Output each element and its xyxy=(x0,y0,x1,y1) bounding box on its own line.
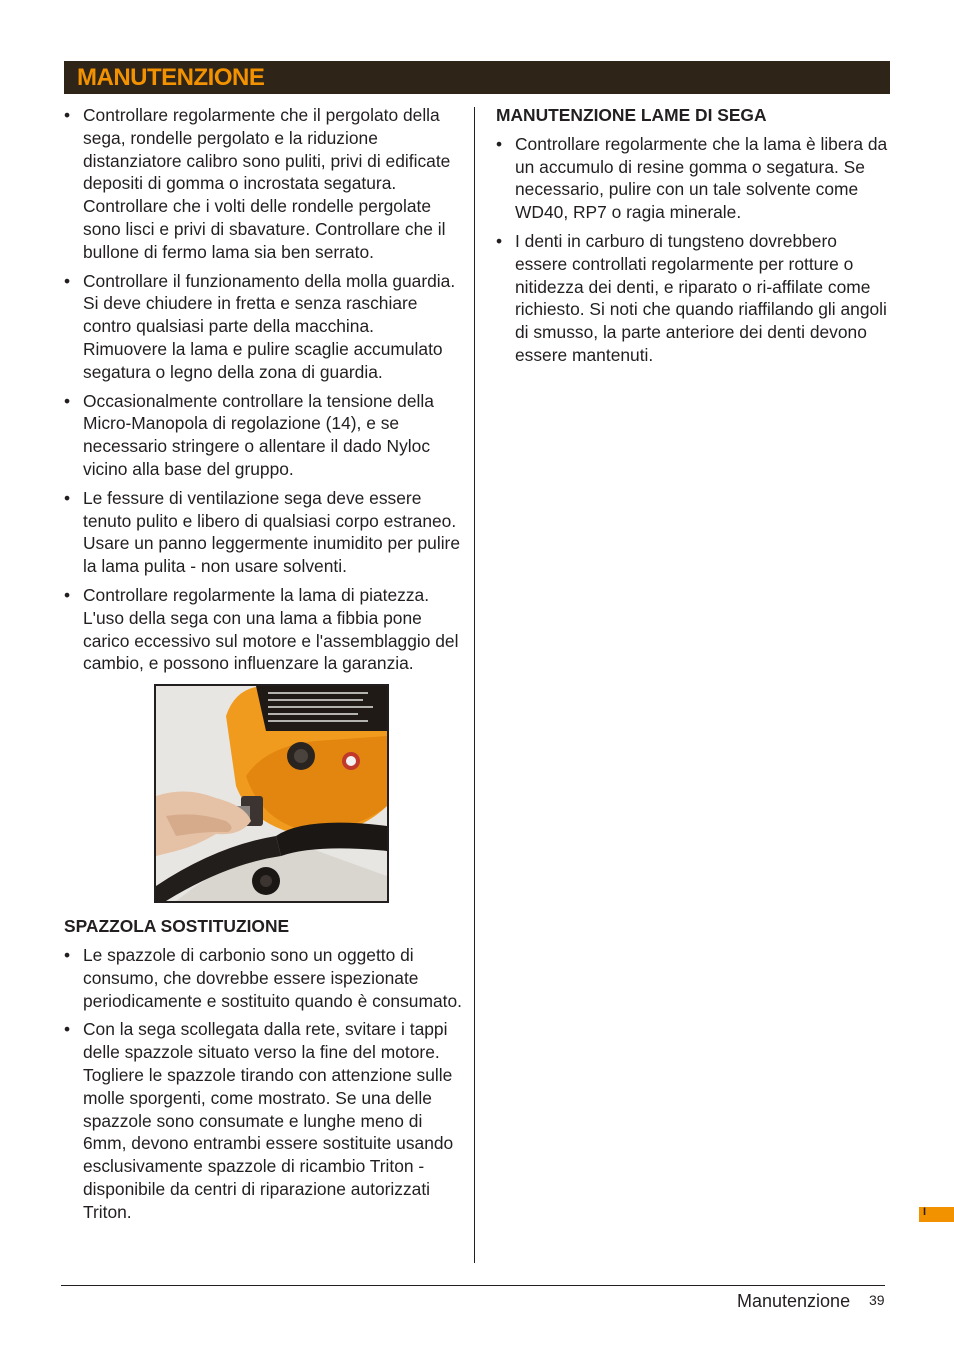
list-item-text: Le fessure di ventilazione sega deve essere tenuto pulito e libero di qualsiasi corpo estraneo. Usare un panno leggermente inumidito per pulire la lama pulita - non usare solventi. xyxy=(83,487,461,577)
bullet-icon: • xyxy=(64,270,71,291)
list-item-text: Controllare regolarmente che la lama è libera da un accumulo di resine gomma o segatura. Se necessario, pulire con un tale solvente come WD40, RP7 o ragia minerale. xyxy=(515,133,888,223)
bullet-icon: • xyxy=(64,1019,71,1040)
bullet-icon: • xyxy=(64,487,71,508)
list-item xyxy=(496,230,890,367)
list-item xyxy=(64,584,462,675)
list-item-text: Le spazzole di carbonio sono un oggetto di consumo, che dovrebbe essere ispezionate periodicamente e sostituito quando è consumato. xyxy=(83,944,462,1011)
list-item xyxy=(64,390,462,481)
list-item xyxy=(64,270,462,384)
list-item xyxy=(64,487,462,578)
blade-list xyxy=(496,133,890,367)
list-item-text: Controllare il funzionamento della molla guardia. Si deve chiudere in fretta e senza raschiare contro qualsiasi parte della macchina. Rimuovere la lama e pulire scaglie accumulato segatura o legno della zona di guardia. xyxy=(83,270,456,382)
brush-photo-illustration xyxy=(156,686,387,901)
bullet-icon: • xyxy=(64,944,71,965)
list-item xyxy=(64,1018,462,1223)
list-item xyxy=(64,104,462,264)
list-item xyxy=(64,944,462,1012)
list-item-text: I denti in carburo di tungsteno dovrebbero essere controllati regolarmente per rotture o nitidezza dei denti, e riparato o ri-affilate come richiesto. Si noti che quando riaffilando gli angoli di smusso, la parte anteriore dei denti devono essere mantenuti. xyxy=(515,230,887,365)
bullet-icon: • xyxy=(64,105,71,125)
brush-section-heading: SPAZZOLA SOSTITUZIONE xyxy=(64,916,290,937)
list-item-text: Occasionalmente controllare la tensione della Micro-Manopola di regolazione (14), e se necessario stringere o allentare il dado Nyloc vicino alla base del gruppo. xyxy=(83,390,434,479)
maintenance-list xyxy=(64,104,462,675)
right-column xyxy=(496,104,890,373)
bullet-icon: • xyxy=(496,230,503,251)
left-column xyxy=(64,104,462,1229)
language-tab-label: I xyxy=(923,1206,927,1218)
section-header-bar xyxy=(64,61,890,94)
brush-list xyxy=(64,944,462,1224)
bullet-icon: • xyxy=(64,584,71,605)
list-item-text: Controllare regolarmente che il pergolato della sega, rondelle pergolato e la riduzione distanziatore calibro sono puliti, privi di edificate depositi di gomma o incrostata segatura. Controllare che i volti delle rondelle pergolate sono lisci e privi di sbavature. Controllare che il bullone di fermo lama sia ben serrato. xyxy=(83,105,451,262)
column-divider xyxy=(474,107,475,1263)
list-item-text: Con la sega scollegata dalla rete, svitare i tappi delle spazzole situato verso la fine del motore. Togliere le spazzole tirando con attenzione sulle molle sporgenti, come mostrato. Se una delle spazzole sono consumate e lunghe meno di 6mm, devono entrambi essere sostituite usando esclusivamente spazzole di ricambio Triton - disponibile da centri di riparazione autorizzati Triton. xyxy=(83,1019,454,1222)
brush-replacement-photo xyxy=(154,684,389,903)
blade-section-heading: MANUTENZIONE LAME DI SEGA xyxy=(496,105,767,125)
section-title: MANUTENZIONE xyxy=(77,64,265,91)
page-number: 39 xyxy=(869,1292,885,1308)
list-item-text: Controllare regolarmente la lama di piatezza. L'uso della sega con una lama a fibbia pone carico eccessivo sul motore e l'assemblaggio del cambio, e possono influenzare la garanzia. xyxy=(83,584,459,674)
list-item xyxy=(496,133,890,224)
footer-section-label: Manutenzione xyxy=(737,1291,851,1311)
footer-rule xyxy=(61,1285,885,1286)
language-tab xyxy=(919,1207,954,1222)
bullet-icon: • xyxy=(64,390,71,411)
bullet-icon: • xyxy=(496,133,503,154)
